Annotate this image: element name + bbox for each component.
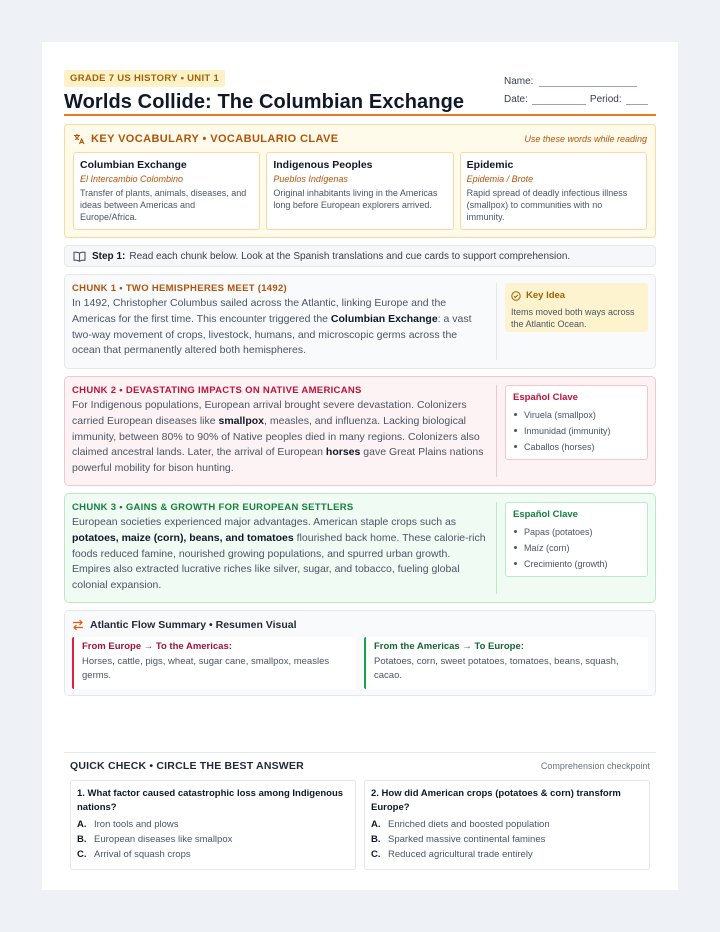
student-info-fields <box>504 70 656 105</box>
spanish-term: Inmunidad (immunity) <box>513 423 640 439</box>
chunk-3 <box>64 493 656 603</box>
vocab-definition: Rapid spread of deadly infectious illness (smallpox) to communities with no immunity. <box>466 188 628 222</box>
chunk-heading: CHUNK 3 • GAINS & GROWTH FOR EUROPEAN SETTLERS <box>72 502 354 513</box>
chunk-heading: CHUNK 1 • TWO HEMISPHERES MEET (1492) <box>72 283 288 294</box>
date-period-field[interactable] <box>504 88 656 105</box>
atlantic-flow-summary <box>64 610 656 696</box>
europe-flow-title: From Europe → To the Americas: <box>82 641 232 652</box>
vocabulary-heading: KEY VOCABULARY • VOCABULARIO CLAVE <box>91 133 339 145</box>
name-field[interactable] <box>504 70 656 87</box>
spanish-key-title: Español Clave <box>513 509 578 520</box>
vocab-spanish: Pueblos Indígenas <box>273 174 348 184</box>
spanish-term: Papas (potatoes) <box>513 524 640 540</box>
answer-option-b[interactable]: B. European diseases like smallpox <box>77 834 233 845</box>
vocab-term: Epidemic <box>466 159 514 171</box>
spanish-key-card <box>505 385 648 460</box>
answer-option-c[interactable]: C. Arrival of squash crops <box>77 849 191 860</box>
exchange-arrows-icon <box>72 619 84 631</box>
key-idea-card <box>505 283 648 332</box>
date-line <box>532 97 586 105</box>
header-divider <box>64 114 656 116</box>
answer-option-a[interactable]: A. Iron tools and plows <box>77 819 179 830</box>
worksheet-header <box>64 68 656 114</box>
answer-option-a[interactable]: A. Enriched diets and boosted population <box>371 819 550 830</box>
vocab-term: Columbian Exchange <box>80 159 187 171</box>
vocab-card <box>460 152 647 230</box>
quick-check-note: Comprehension checkpoint <box>540 761 650 771</box>
spanish-key-title: Español Clave <box>513 392 578 403</box>
vocab-term: Indigenous Peoples <box>273 159 373 171</box>
vocab-card <box>266 152 453 230</box>
chunk-body: For Indigenous populations, European arrival brought severe devastation. Colonizers carried European diseases like smallpox, measles, and influenza. Lacking biological immunity, between 80% to 90% of Native peoples died in many regions. Colonizers also claimed ancestral lands. Later, the arrival of European horses gave Great Plains nations powerful mobility for bison hunting. <box>72 399 484 475</box>
spanish-term: Caballos (horses) <box>513 439 640 455</box>
quick-check-heading: QUICK CHECK • CIRCLE THE BEST ANSWER <box>70 760 304 772</box>
key-idea-text: Items moved both ways across the Atlantic Ocean. <box>511 307 635 329</box>
page-title: Worlds Collide: The Columbian Exchange <box>64 91 465 113</box>
period-label: Period: <box>589 94 622 105</box>
date-label: Date: <box>504 94 528 105</box>
chunk-1 <box>64 274 656 369</box>
translate-icon <box>73 133 85 145</box>
period-line <box>626 97 648 105</box>
americas-flow-text: Potatoes, corn, sweet potatoes, tomatoes, beans, squash, cacao. <box>374 656 619 681</box>
chunk-body: In 1492, Christopher Columbus sailed across the Atlantic, linking Europe and the Americas for the first time. This encounter triggered the Columbian Exchange: a vast two-way movement of crops, livestock, humans, and microscopic germs across the ocean that permanently altered both hemispheres. <box>72 297 472 357</box>
question-card <box>364 780 650 870</box>
vocabulary-hint: Use these words while reading <box>524 134 647 144</box>
spanish-term: Viruela (smallpox) <box>513 407 640 423</box>
name-line <box>539 79 637 87</box>
question-text: 2. How did American crops (potatoes & corn) transform Europe? <box>371 788 621 813</box>
answer-option-c[interactable]: C. Reduced agricultural trade entirely <box>371 849 533 860</box>
europe-flow-text: Horses, cattle, pigs, wheat, sugar cane, smallpox, measles germs. <box>82 656 330 681</box>
vocab-card <box>73 152 260 230</box>
vocabulary-panel <box>64 124 656 238</box>
europe-to-americas-box <box>72 637 356 689</box>
step-text: Read each chunk below. Look at the Spanish translations and cue cards to support comprehension. <box>129 250 571 262</box>
step-instruction <box>64 245 656 267</box>
name-label: Name: <box>504 76 534 87</box>
vocab-definition: Transfer of plants, animals, diseases, and ideas between Americas and Europe/Africa. <box>80 188 247 222</box>
step-label: Step 1: <box>92 250 126 262</box>
grade-badge: GRADE 7 US HISTORY • UNIT 1 <box>64 70 225 87</box>
summary-heading: Atlantic Flow Summary • Resumen Visual <box>90 619 297 631</box>
vocab-definition: Original inhabitants living in the Americas long before European explorers arrived. <box>273 188 438 210</box>
key-idea-title: Key Idea <box>526 290 566 301</box>
question-card <box>70 780 356 870</box>
spanish-term: Maíz (corn) <box>513 540 640 556</box>
vocab-spanish: Epidemia / Brote <box>466 174 534 184</box>
spanish-key-card <box>505 502 648 577</box>
worksheet-page <box>42 42 678 890</box>
question-text: 1. What factor caused catastrophic loss among Indigenous nations? <box>77 788 344 813</box>
americas-flow-title: From the Americas → To Europe: <box>374 641 524 652</box>
chunk-heading: CHUNK 2 • DEVASTATING IMPACTS ON NATIVE AMERICANS <box>72 385 362 396</box>
quick-check-section <box>64 752 656 870</box>
spanish-term: Crecimiento (growth) <box>513 556 640 572</box>
chunk-2 <box>64 376 656 486</box>
check-circle-icon <box>511 291 521 301</box>
americas-to-europe-box <box>364 637 648 689</box>
answer-option-b[interactable]: B. Sparked massive continental famines <box>371 834 546 845</box>
book-icon <box>73 251 86 262</box>
vocab-spanish: El Intercambio Colombino <box>80 174 184 184</box>
chunk-body: European societies experienced major advantages. American staple crops such as potatoes, maize (corn), beans, and tomatoes flourished back home. These calorie-rich foods reduced famine, nourished growing populations, and spurred urban growth. Empires also extracted lucrative riches like silver, sugar, and tobacco, fueling global colonial expansion. <box>72 516 486 592</box>
